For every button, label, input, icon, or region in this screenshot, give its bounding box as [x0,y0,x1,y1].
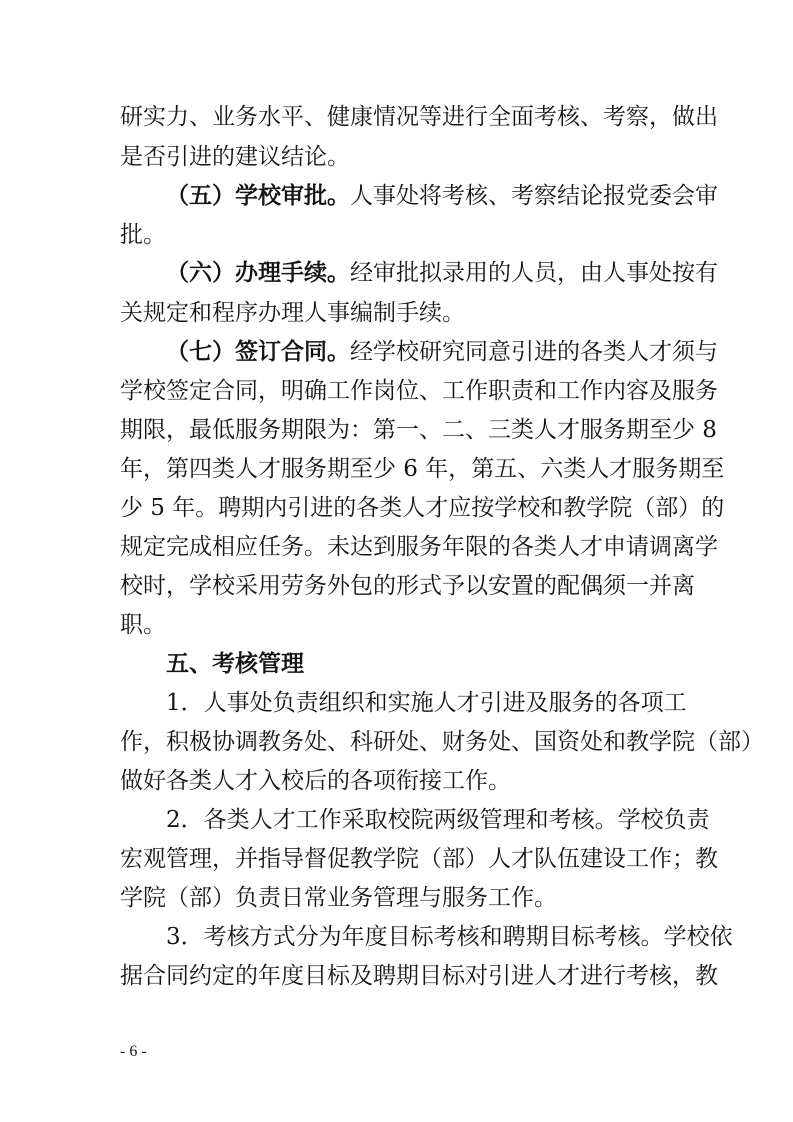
page-number: - 6 - [120,1043,147,1060]
text-line: 研实力、业务水平、健康情况等进行全面考核、考察，做出 [120,104,718,130]
text-line: 学校签定合同，明确工作岗位、工作职责和工作内容及服务 [120,378,718,404]
paragraph-line [166,181,718,211]
section-heading: 五、考核管理 [166,651,304,677]
text-line: 是否引进的建议结论。 [120,144,350,170]
paragraph-line [166,337,718,367]
text-line: 年，第四类人才服务期至少 6 年，第五、六类人才服务期至 [120,456,725,482]
text-line: 做好各类人才入校后的各项衔接工作。 [120,768,511,794]
item-text: 经学校研究同意引进的各类人才须与 [350,339,718,365]
text-line: 校时，学校采用劳务外包的形式予以安置的配偶须一并离 [120,573,695,599]
item-label: （七）签订合同。 [166,338,350,365]
text-line: 少 5 年。聘期内引进的各类人才应按学校和教学院（部）的 [120,495,725,521]
text-line: 批。 [120,222,166,248]
text-line: 1．人事处负责组织和实施人才引进及服务的各项工 [166,690,687,716]
text-line: 关规定和程序办理人事编制手续。 [120,300,465,326]
text-line: 据合同约定的年度目标及聘期目标对引进人才进行考核，教 [120,963,718,989]
item-text: 人事处将考核、考察结论报党委会审 [350,183,718,209]
text-line: 职。 [120,612,166,638]
text-line: 作，积极协调教务处、科研处、财务处、国资处和教学院（部） [120,729,764,755]
item-label: （五）学校审批。 [166,182,350,209]
paragraph-line [166,258,718,288]
item-label: （六）办理手续。 [166,259,350,286]
text-line: 期限，最低服务期限为：第一、二、三类人才服务期至少 8 [120,417,717,443]
text-line: 宏观管理，并指导督促教学院（部）人才队伍建设工作；教 [120,846,718,872]
text-line: 学院（部）负责日常业务管理与服务工作。 [120,885,557,911]
text-line: 规定完成相应任务。未达到服务年限的各类人才申请调离学 [120,534,718,560]
text-line: 2．各类人才工作采取校院两级管理和考核。学校负责 [166,807,710,833]
text-line: 3．考核方式分为年度目标考核和聘期目标考核。学校依 [166,924,733,950]
item-text: 经审批拟录用的人员，由人事处按有 [350,260,718,286]
